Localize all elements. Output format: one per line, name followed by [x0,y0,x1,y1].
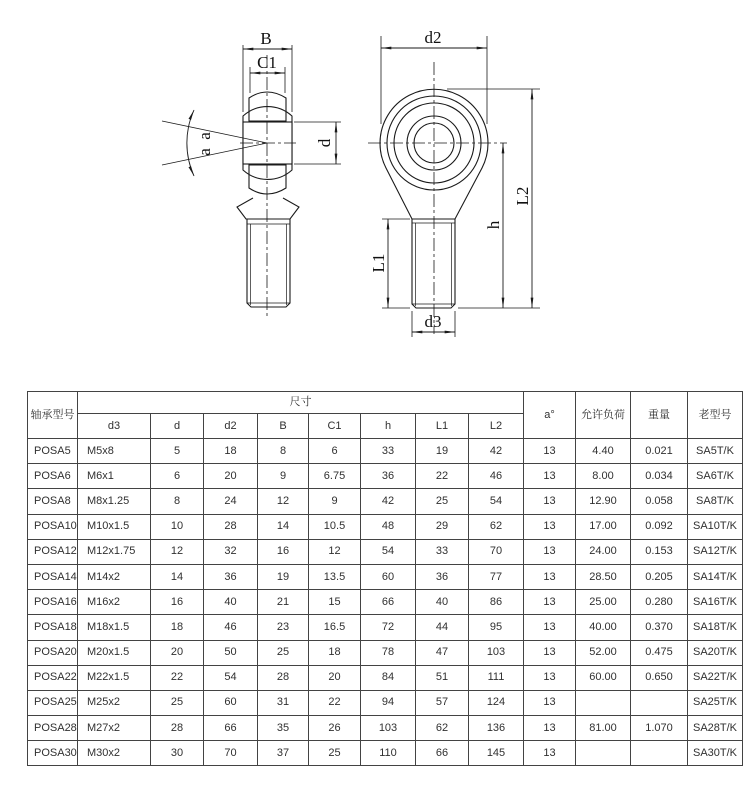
table-cell: M27x2 [78,716,151,741]
table-cell: 66 [416,741,469,766]
header-d: d [151,414,204,439]
dim-label-h: h [484,220,503,230]
table-cell: 20 [309,665,361,690]
table-cell: 62 [469,514,524,539]
table-cell: 10 [151,514,204,539]
rod-end-bearing-drawing [0,0,750,385]
header-d3: d3 [78,414,151,439]
table-cell: POSA28 [28,716,78,741]
table-cell: POSA30 [28,741,78,766]
table-cell: 46 [469,464,524,489]
table-cell: M16x2 [78,590,151,615]
table-cell: POSA16 [28,590,78,615]
table-cell: 50 [204,640,258,665]
table-cell: 0.092 [631,514,688,539]
table-cell: 13 [524,564,576,589]
table-cell: 30 [151,741,204,766]
table-row [28,665,743,690]
table-cell: 6 [309,439,361,464]
table-cell: 60 [361,564,416,589]
table-cell: 19 [416,439,469,464]
table-cell: 44 [416,615,469,640]
table-cell: 28.50 [576,564,631,589]
table-cell: 28 [151,716,204,741]
table-cell: 42 [361,489,416,514]
table-cell: SA10T/K [688,514,743,539]
table-row [28,690,743,715]
table-cell: POSA8 [28,489,78,514]
neck-flare [237,198,299,219]
table-cell [576,741,631,766]
table-cell: 42 [469,439,524,464]
table-cell: 4.40 [576,439,631,464]
table-cell: 86 [469,590,524,615]
table-row [28,489,743,514]
table-cell: 19 [258,564,309,589]
table-cell: 78 [361,640,416,665]
table-cell: 13 [524,590,576,615]
table-cell: 28 [204,514,258,539]
table-cell: SA20T/K [688,640,743,665]
table-cell: 62 [416,716,469,741]
table-row [28,439,743,464]
table-cell: 5 [151,439,204,464]
table-cell: 23 [258,615,309,640]
header-allowable-load: 允许负荷 [576,392,631,439]
table-cell: 13 [524,514,576,539]
table-cell: M8x1.25 [78,489,151,514]
table-cell: 94 [361,690,416,715]
dim-label-L2: L2 [513,186,532,206]
table-cell: 9 [258,464,309,489]
table-cell: 60.00 [576,665,631,690]
table-cell: 31 [258,690,309,715]
table-row [28,741,743,766]
table-row [28,590,743,615]
shank-outline [412,219,455,308]
table-cell [576,690,631,715]
header-L2: L2 [469,414,524,439]
table-cell: SA28T/K [688,716,743,741]
table-cell: 54 [204,665,258,690]
table-cell: 17.00 [576,514,631,539]
table-cell: 0.021 [631,439,688,464]
table-cell: 25 [309,741,361,766]
table-cell: 16 [258,539,309,564]
table-cell: 40 [204,590,258,615]
table-cell: 60 [204,690,258,715]
table-cell: 35 [258,716,309,741]
table-cell: 12 [309,539,361,564]
table-cell: POSA20 [28,640,78,665]
table-cell: 25 [258,640,309,665]
table-cell: SA5T/K [688,439,743,464]
table-row [28,640,743,665]
table-cell: 103 [469,640,524,665]
table-cell: 29 [416,514,469,539]
table-cell: 13 [524,439,576,464]
table-cell: 18 [309,640,361,665]
table-cell: 13 [524,539,576,564]
table-cell: 26 [309,716,361,741]
table-cell: 70 [469,539,524,564]
dim-label-d3: d3 [424,312,442,331]
table-cell: M22x1.5 [78,665,151,690]
dim-label-a-upper: a [195,132,214,140]
table-cell: 0.370 [631,615,688,640]
table-cell: 36 [416,564,469,589]
header-size-group: 尺寸 [78,392,524,414]
table-cell: SA12T/K [688,539,743,564]
table-cell: 13 [524,741,576,766]
table-cell: 36 [361,464,416,489]
table-cell: 12.90 [576,489,631,514]
table-cell: 52.00 [576,640,631,665]
header-L1: L1 [416,414,469,439]
table-cell: 22 [416,464,469,489]
table-cell: 22 [309,690,361,715]
table-cell: POSA22 [28,665,78,690]
table-cell: SA8T/K [688,489,743,514]
table-cell: 33 [416,539,469,564]
table-cell: M12x1.75 [78,539,151,564]
table-cell: 95 [469,615,524,640]
table-cell: 15 [309,590,361,615]
table-cell: 72 [361,615,416,640]
table-cell: 13 [524,489,576,514]
table-cell: 0.650 [631,665,688,690]
table-cell: 40 [416,590,469,615]
table-cell: 84 [361,665,416,690]
table-cell: SA16T/K [688,590,743,615]
table-cell: M18x1.5 [78,615,151,640]
table-cell: 9 [309,489,361,514]
technical-drawing-area [0,0,750,385]
shank-outline [247,219,290,307]
table-cell: 24.00 [576,539,631,564]
table-cell: 48 [361,514,416,539]
table-cell: 13 [524,464,576,489]
table-cell: 8 [258,439,309,464]
table-cell: 14 [151,564,204,589]
table-cell: 47 [416,640,469,665]
table-cell: SA22T/K [688,665,743,690]
table-cell: 54 [361,539,416,564]
table-cell: POSA6 [28,464,78,489]
table-cell: SA6T/K [688,464,743,489]
table-cell: 0.058 [631,489,688,514]
header-weight: 重量 [631,392,688,439]
dim-label-C1: C1 [257,53,277,72]
table-cell: 70 [204,741,258,766]
table-cell: 37 [258,741,309,766]
table-cell: 36 [204,564,258,589]
table-cell: POSA10 [28,514,78,539]
table-cell: 103 [361,716,416,741]
side-view-drawing [162,29,341,318]
table-cell: 12 [258,489,309,514]
table-cell: 13 [524,615,576,640]
table-cell: 13 [524,640,576,665]
table-cell: 66 [361,590,416,615]
table-cell: 33 [361,439,416,464]
table-cell: 111 [469,665,524,690]
table-cell: POSA25 [28,690,78,715]
header-C1: C1 [309,414,361,439]
table-cell: 12 [151,539,204,564]
header-angle: a° [524,392,576,439]
table-cell: 14 [258,514,309,539]
table-cell: 13 [524,690,576,715]
table-cell: 13 [524,665,576,690]
table-cell: 25.00 [576,590,631,615]
table-cell: SA30T/K [688,741,743,766]
table-cell: M25x2 [78,690,151,715]
table-cell: M20x1.5 [78,640,151,665]
table-cell: 77 [469,564,524,589]
dim-label-a-lower: a [195,148,214,156]
table-row [28,564,743,589]
table-cell: 25 [151,690,204,715]
table-cell: 8.00 [576,464,631,489]
header-B: B [258,414,309,439]
table-cell: M30x2 [78,741,151,766]
table-cell: 46 [204,615,258,640]
table-cell: 24 [204,489,258,514]
table-row [28,539,743,564]
table-cell: SA25T/K [688,690,743,715]
dim-label-L1: L1 [369,253,388,273]
table-row [28,464,743,489]
table-cell: 54 [469,489,524,514]
table-cell: 110 [361,741,416,766]
table-cell: 66 [204,716,258,741]
table-cell: POSA5 [28,439,78,464]
table-cell: 10.5 [309,514,361,539]
dim-label-d: d [315,138,334,148]
table-row [28,514,743,539]
header-d2: d2 [204,414,258,439]
table-cell: POSA12 [28,539,78,564]
table-cell: 0.280 [631,590,688,615]
table-cell: 0.205 [631,564,688,589]
table-row [28,615,743,640]
table-cell: 22 [151,665,204,690]
table-cell: 124 [469,690,524,715]
table-cell: 0.475 [631,640,688,665]
table-cell: 20 [151,640,204,665]
table-cell: 13.5 [309,564,361,589]
table-cell: 13 [524,716,576,741]
table-cell: M5x8 [78,439,151,464]
header-h: h [361,414,416,439]
table-cell: 1.070 [631,716,688,741]
dim-label-d2: d2 [424,28,442,47]
table-cell: 16.5 [309,615,361,640]
table-cell: 8 [151,489,204,514]
table-cell: SA14T/K [688,564,743,589]
table-cell: 6.75 [309,464,361,489]
table-cell: POSA14 [28,564,78,589]
table-header [28,392,743,439]
bearing-spec-table [27,391,743,766]
table-cell: 0.034 [631,464,688,489]
header-bearing-model: 轴承型号 [28,392,78,439]
table-cell: 21 [258,590,309,615]
front-view-drawing [368,28,540,337]
header-old-model: 老型号 [688,392,743,439]
table-cell: 18 [204,439,258,464]
table-cell: 57 [416,690,469,715]
table-cell: 32 [204,539,258,564]
table-cell: 18 [151,615,204,640]
table-cell: 145 [469,741,524,766]
table-cell: M14x2 [78,564,151,589]
table-cell: 28 [258,665,309,690]
table-cell: 6 [151,464,204,489]
table-body [28,439,743,766]
table-cell: POSA18 [28,615,78,640]
table-cell: M6x1 [78,464,151,489]
table-cell: 0.153 [631,539,688,564]
table-row [28,716,743,741]
table-cell [631,690,688,715]
table-cell: M10x1.5 [78,514,151,539]
table-cell: 16 [151,590,204,615]
table-cell: 40.00 [576,615,631,640]
angle-arc [187,110,194,176]
table-cell [631,741,688,766]
table-cell: 20 [204,464,258,489]
table-cell: 81.00 [576,716,631,741]
table-cell: 136 [469,716,524,741]
table-cell: SA18T/K [688,615,743,640]
dim-label-B: B [260,29,272,48]
table-cell: 51 [416,665,469,690]
table-cell: 25 [416,489,469,514]
